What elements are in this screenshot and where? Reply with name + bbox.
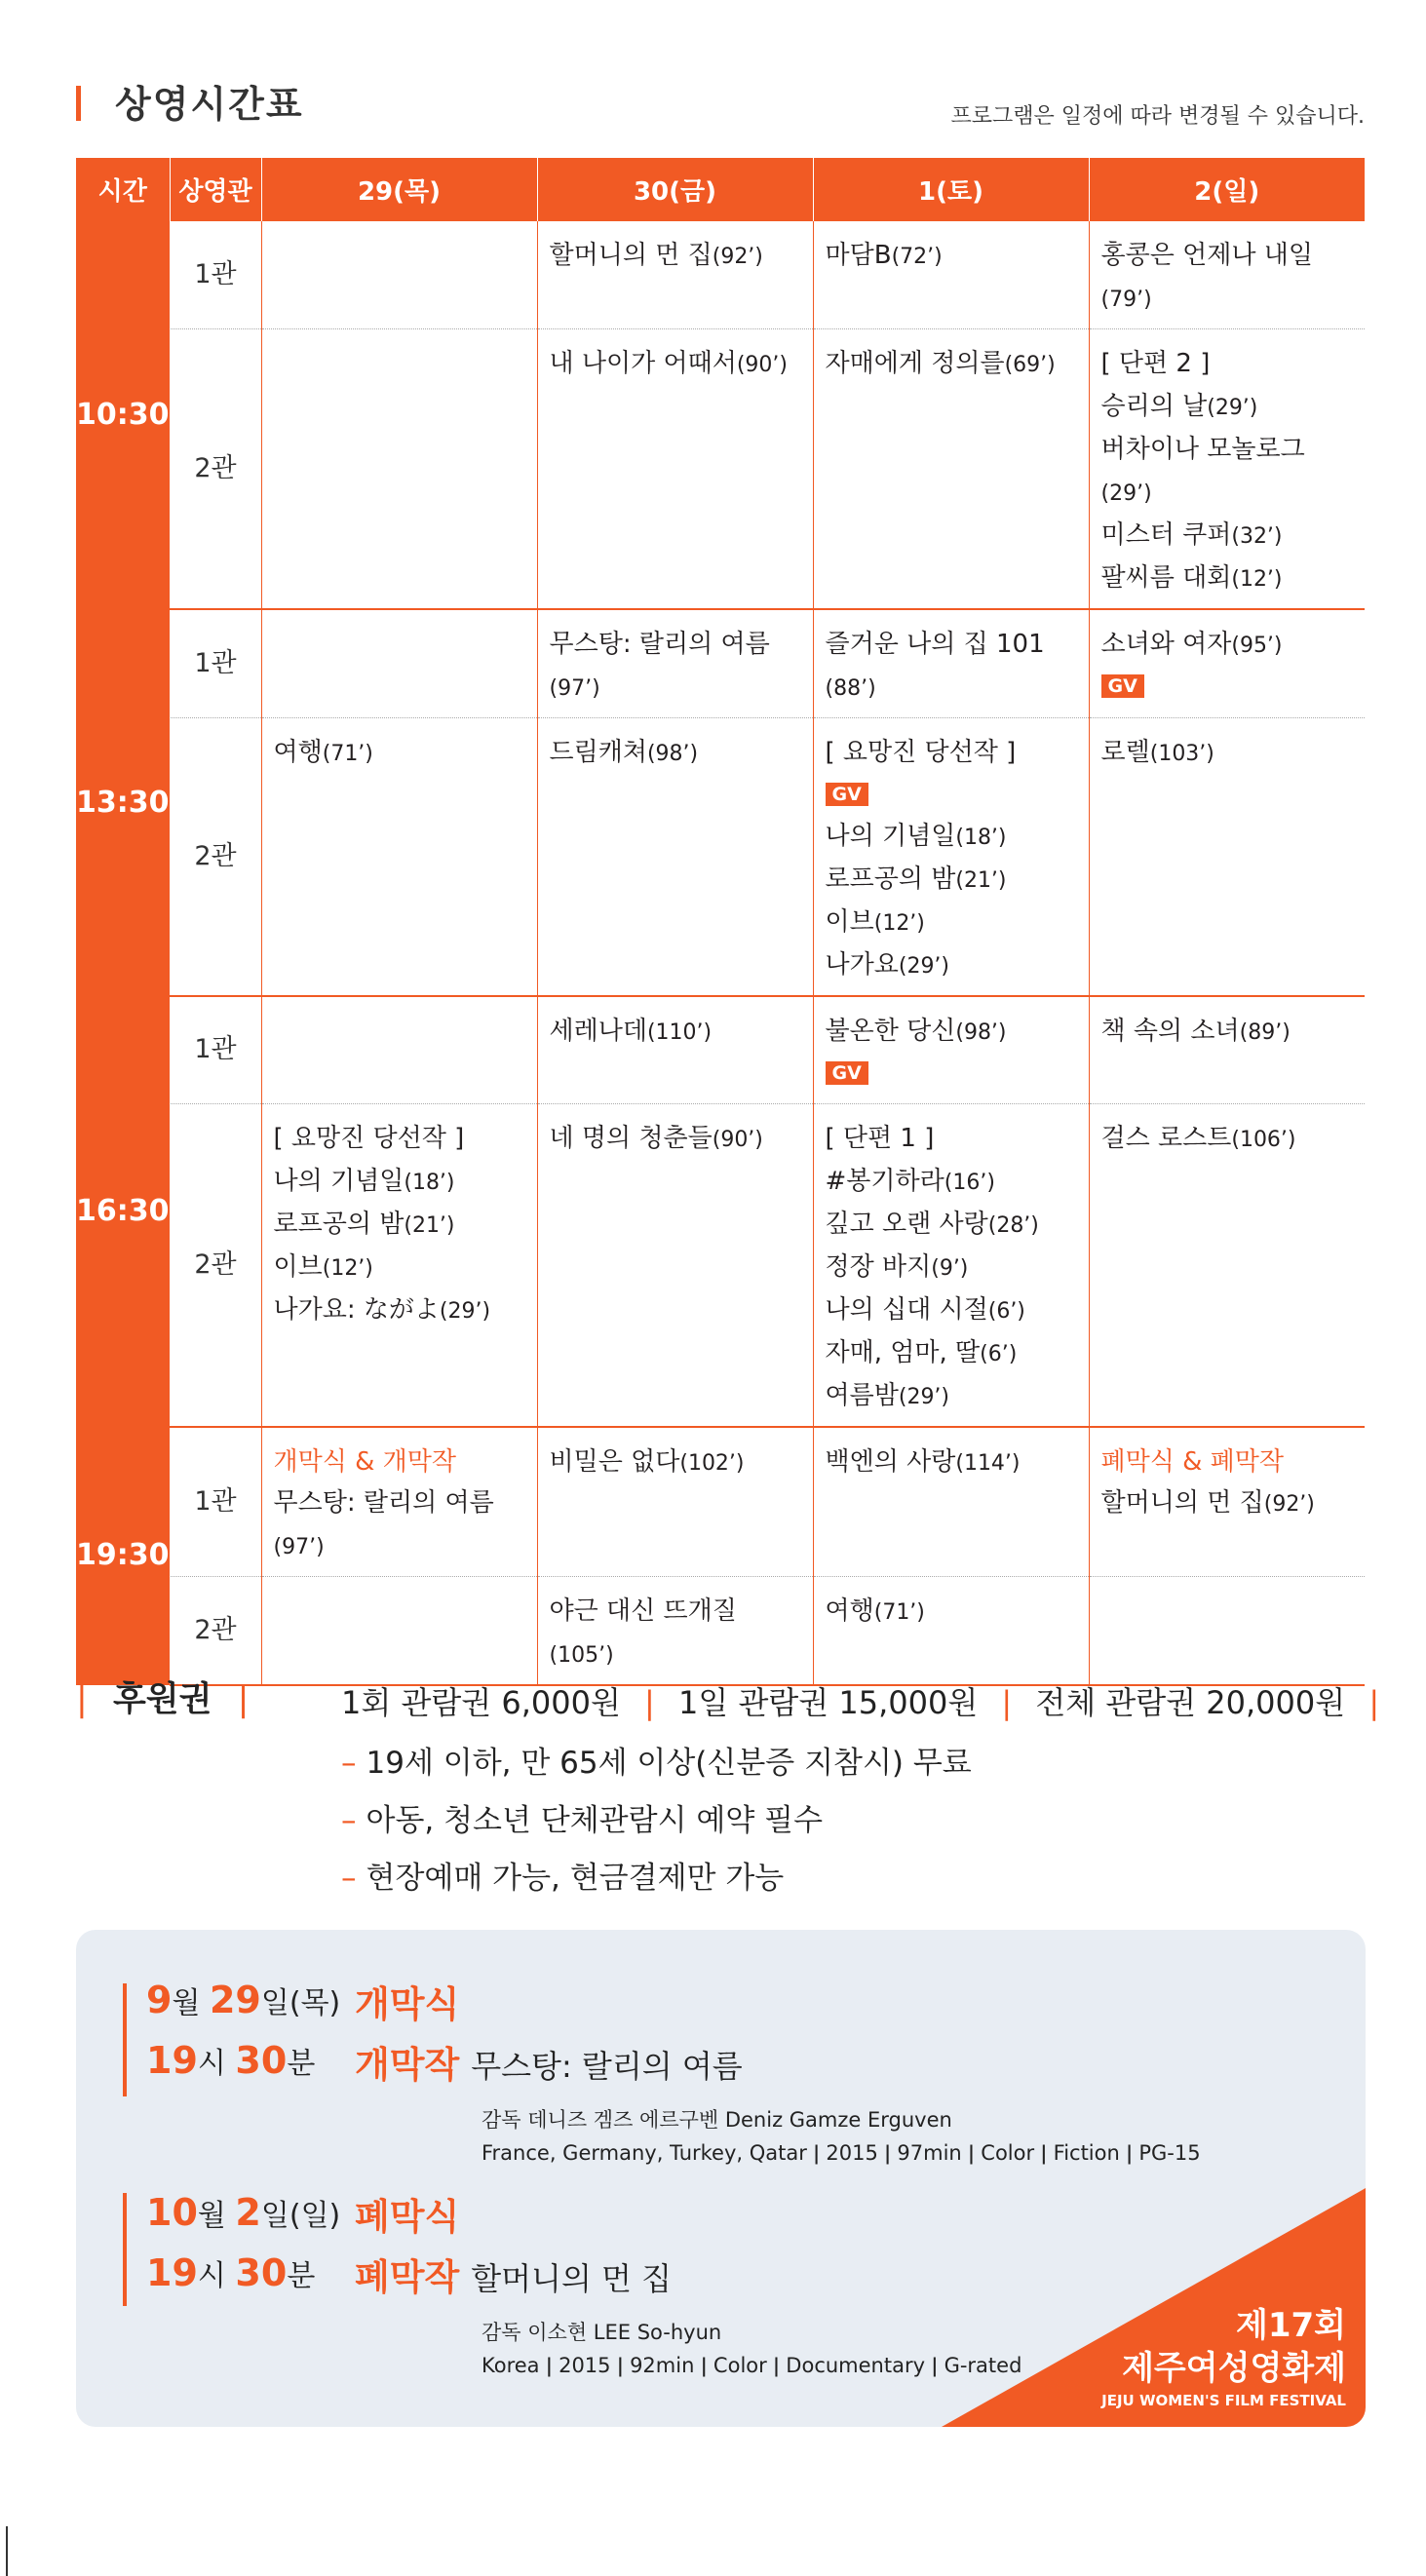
film-title: 걸스 로스트 [1100,1123,1232,1153]
film-title: 할머니의 먼 집 [1100,1487,1264,1518]
film-runtime: (72’) [891,245,943,269]
time-slot-cell: 10:30 [76,221,170,609]
closing-ceremony-label: 폐막식 [355,2196,460,2238]
month: 9 [146,1979,173,2021]
film-title: 로프공의 밤 [825,865,956,894]
screening-cell [537,1103,813,1427]
schedule-notice: 프로그램은 일정에 따라 변경될 수 있습니다. [950,104,1365,129]
film-entry [826,902,1077,944]
film-runtime: (29’) [898,954,950,979]
film-title: 마담B [825,241,892,270]
film-title: 이브 [273,1251,323,1282]
film-runtime: (6’) [987,1298,1025,1324]
day-of-week: (목) [289,1986,341,2020]
film-runtime: (110’) [646,1020,713,1045]
film-title: #봉기하라 [825,1166,944,1196]
film-runtime: (12’) [873,911,925,936]
film-title: [ 요망진 당선작 ] [825,738,1017,767]
film-title: 비밀은 없다 [549,1446,680,1477]
film-entry [274,1289,525,1332]
screening-cell [537,718,813,997]
time-slot-cell: 16:30 [76,996,170,1427]
film-runtime: (29’) [1100,481,1152,506]
screening-cell [537,329,813,610]
film-entry [1101,557,1354,600]
screening-cell [261,609,537,718]
hour: 19 [146,2039,198,2082]
minute: 30 [235,2251,288,2294]
month-unit: 월 [172,1986,201,2020]
screening-cell [1089,996,1365,1103]
ticket-note [341,1735,972,1792]
col-header-day-29: 29(목) [261,158,537,221]
screening-cell [813,609,1089,718]
closing-film [355,2248,672,2300]
film-title: 로렐 [1100,738,1150,767]
film-runtime: (6’) [980,1341,1018,1366]
film-title: 나가요: ながよ [273,1294,440,1325]
note-dash: – [341,1803,357,1838]
screening-cell [813,1427,1089,1577]
closing-film-info: Korea ǀ 2015 ǀ 92min ǀ Color ǀ Documentary ǀ G-rated [482,2354,1022,2377]
hall-cell: 2관 [170,329,261,610]
film-runtime: (97’) [273,1534,325,1559]
film-entry [1101,1482,1354,1525]
screening-cell [813,996,1089,1103]
screening-cell [813,1103,1089,1427]
film-title: 소녀와 여자 [1100,630,1232,659]
opening-accent-bar [123,1983,127,2096]
film-runtime: (105’) [549,1642,614,1668]
screening-cell [1089,221,1365,329]
screening-cell [261,1576,537,1685]
ticket-price-single: 1회 관람권 6,000원 [341,1684,621,1721]
col-header-hall: 상영관 [170,158,261,221]
film-entry [826,1442,1077,1484]
film-entry [1101,624,1354,667]
closing-director: 감독 이소현 LEE So-hyun [482,2321,722,2344]
gv-badge: GV [826,783,868,806]
film-title: 드림캐쳐 [549,738,647,767]
film-entry [826,235,1077,278]
note-text: 19세 이하, 만 65세 이상(신분증 지참시) 무료 [366,1746,972,1781]
price-separator: | [644,1684,655,1721]
screening-cell [1089,1103,1365,1427]
film-entry [274,1525,525,1568]
film-entry [826,859,1077,902]
screening-cell [1089,329,1365,610]
film-runtime: (98’) [955,1020,1007,1045]
film-entry [550,235,801,278]
timetable-row [76,329,1365,610]
screening-cell [261,329,537,610]
closing-accent-bar [123,2193,127,2306]
ceremony-info-panel [76,1930,1366,2427]
opening-director: 감독 데니즈 겜즈 에르구벤 Deniz Gamze Erguven [482,2108,952,2132]
film-title: 무스탕: 랄리의 여름 [273,1487,494,1518]
film-entry [826,1375,1077,1418]
hall-cell: 1관 [170,1427,261,1577]
film-runtime: (29’) [1207,396,1258,420]
festival-logo [1101,2304,1346,2409]
opening-ceremony-label: 개막식 [355,1983,460,2025]
ticket-notes [341,1735,972,1907]
film-entry [826,343,1077,386]
film-entry [274,1204,525,1247]
timetable-row [76,221,1365,329]
film-runtime: (69’) [1004,353,1056,377]
timetable-row [76,996,1365,1103]
film-title: 여행 [273,738,323,767]
price-separator: | [1001,1684,1013,1721]
film-runtime: (28’) [987,1212,1039,1238]
hall-cell: 1관 [170,996,261,1103]
time-slot-cell: 13:30 [76,609,170,996]
screening-cell [1089,1576,1365,1685]
film-entry [826,1591,1077,1634]
film-runtime: (92’) [712,245,763,269]
col-header-day-1: 1(토) [813,158,1089,221]
film-title: 불온한 당신 [825,1017,956,1046]
page-title: 상영시간표 [115,83,304,126]
opening-credits [482,2103,1201,2170]
film-runtime: (29’) [439,1298,491,1324]
screening-cell [261,1427,537,1577]
hall-cell: 2관 [170,718,261,997]
film-entry [826,1204,1077,1247]
day-unit: 일 [260,1986,289,2020]
film-entry [1101,235,1354,278]
film-title: 정장 바지 [825,1251,932,1282]
label-bar-left: | [76,1680,88,1719]
screening-cell [813,718,1089,997]
opening-date [146,1979,340,2021]
ticket-note [341,1850,972,1907]
film-title: 자매, 엄마, 딸 [825,1337,981,1367]
film-runtime: (21’) [955,868,1007,893]
film-entry [826,732,1077,775]
screening-cell [261,996,537,1103]
month-unit: 월 [197,2199,226,2233]
film-runtime: (114’) [955,1450,1021,1476]
film-title: 나의 십대 시절 [825,1294,988,1325]
film-entry [1101,732,1354,775]
day-unit: 일 [260,2199,289,2233]
screening-cell [537,1576,813,1685]
col-header-time: 시간 [76,158,170,221]
film-entry [550,1118,801,1161]
hall-cell: 2관 [170,1576,261,1685]
film-entry [274,1247,525,1289]
hall-cell: 2관 [170,1103,261,1427]
price-separator: | [1368,1684,1380,1721]
hour: 19 [146,2251,198,2294]
screening-cell [537,996,813,1103]
film-runtime: (71’) [322,742,373,766]
screening-cell [1089,609,1365,718]
ceremony-highlight: 개막식 & 개막작 [273,1446,456,1477]
closing-date [146,2191,340,2234]
film-runtime: (71’) [873,1599,925,1625]
opening-time [146,2039,315,2082]
film-entry [826,1118,1077,1161]
film-title: 팔씨름 대회 [1100,563,1232,593]
film-entry [1101,1011,1354,1054]
month: 10 [146,2191,198,2234]
film-title: 승리의 날 [1100,392,1208,421]
minute-unit: 분 [287,2047,316,2081]
screening-cell [1089,1427,1365,1577]
note-text: 현장예매 가능, 현금결제만 가능 [366,1861,785,1896]
timetable-row [76,1427,1365,1577]
screening-cell [261,221,537,329]
film-runtime: (16’) [944,1170,995,1195]
film-title: 야근 대신 뜨개질 [549,1596,737,1626]
film-entry [826,1247,1077,1289]
film-title: 백엔의 사랑 [825,1446,956,1477]
screening-cell [813,1576,1089,1685]
film-title: 여름밤 [825,1380,899,1410]
note-text: 아동, 청소년 단체관람시 예약 필수 [366,1803,824,1838]
film-entry [550,1011,801,1054]
film-runtime: (32’) [1231,524,1283,549]
film-entry [826,816,1077,859]
film-entry [1101,1118,1354,1161]
film-entry [550,343,801,386]
ticket-note [341,1792,972,1850]
film-entry [826,1332,1077,1375]
ticket-section-label [76,1672,249,1721]
film-title: 깊고 오랜 사랑 [825,1209,988,1239]
timetable-row [76,718,1365,997]
film-entry [1101,429,1354,472]
film-title: 자매에게 정의를 [825,349,1005,378]
film-title: 여행 [825,1596,874,1626]
film-title: 로프공의 밤 [273,1209,405,1239]
day-of-week: (일) [289,2199,341,2233]
day: 29 [209,1979,261,2021]
film-entry [550,732,801,775]
film-entry [550,667,801,710]
closing-time [146,2251,315,2294]
film-runtime: (103’) [1149,742,1214,766]
film-runtime: (12’) [1231,567,1283,592]
label-bar-right: | [237,1680,250,1719]
hour-unit: 시 [197,2259,226,2293]
film-runtime: (18’) [955,826,1007,850]
film-title: 홍콩은 언제나 내일 [1100,241,1313,270]
time-slot-cell: 19:30 [76,1427,170,1685]
film-entry [1101,386,1354,429]
film-title: 내 나이가 어때서 [549,349,737,378]
film-runtime: (92’) [1263,1491,1315,1517]
film-title: [ 단편 2 ] [1100,349,1211,378]
film-runtime: (79’) [1100,288,1152,312]
film-entry [274,1161,525,1204]
title-accent-bar [76,86,81,121]
film-entry [826,944,1077,987]
film-runtime: (9’) [931,1255,969,1281]
timetable-row [76,1103,1365,1427]
film-entry [826,1161,1077,1204]
screening-cell [537,609,813,718]
film-entry [826,624,1077,667]
film-runtime: (90’) [712,1127,763,1152]
film-entry [274,1482,525,1525]
timetable-header-row [76,158,1365,221]
minute: 30 [235,2039,288,2082]
ticket-price-day: 1일 관람권 15,000원 [678,1684,979,1721]
festival-name: 제주여성영화제 [1122,2349,1346,2388]
film-runtime: (90’) [736,353,788,377]
ticket-prices [341,1678,1393,1723]
film-entry [550,624,801,667]
film-runtime: (102’) [679,1450,745,1476]
screening-cell [1089,718,1365,997]
film-title: 세레나데 [549,1017,647,1046]
film-entry [1101,472,1354,515]
hall-cell: 1관 [170,609,261,718]
film-title: 이브 [825,907,874,937]
film-runtime: (18’) [404,1170,455,1195]
film-entry [826,667,1077,710]
note-dash: – [341,1861,357,1896]
closing-film-label: 폐막작 [355,2256,460,2298]
film-entry [826,1289,1077,1332]
film-title: 네 명의 청춘들 [549,1123,713,1153]
opening-film [355,2035,743,2088]
screening-timetable [76,158,1365,1686]
timetable-row [76,609,1365,718]
screening-cell [261,718,537,997]
film-title: 책 속의 소녀 [1100,1017,1240,1046]
film-title: [ 단편 1 ] [825,1123,935,1153]
opening-film-label: 개막작 [355,2044,460,2086]
film-entry [1101,515,1354,557]
festival-edition: 제17회 [1235,2306,1346,2345]
film-title: 나의 기념일 [825,822,956,851]
film-entry [1101,343,1354,386]
opening-film-info: France, Germany, Turkey, Qatar ǀ 2015 ǀ 97min ǀ Color ǀ Fiction ǀ PG-15 [482,2141,1201,2165]
film-entry [274,732,525,775]
film-title: 즐거운 나의 집 101 [825,630,1045,659]
gv-badge: GV [826,1061,868,1085]
ticket-label-text: 후원권 [112,1680,212,1719]
day: 2 [235,2191,261,2234]
festival-name-english: JEJU WOMEN'S FILM FESTIVAL [1101,2392,1346,2409]
closing-film-title: 할머니의 먼 집 [471,2260,673,2297]
film-runtime: (106’) [1231,1127,1296,1152]
screening-cell [537,221,813,329]
film-entry [550,1591,801,1634]
timetable-row [76,1576,1365,1685]
screening-cell [813,329,1089,610]
film-runtime: (88’) [825,676,876,701]
col-header-day-30: 30(금) [537,158,813,221]
film-entry [826,1011,1077,1054]
film-entry [1101,278,1354,321]
film-entry [274,1118,525,1161]
screening-cell [813,221,1089,329]
screening-cell [261,1103,537,1427]
ceremony-highlight: 폐막식 & 폐막작 [1100,1446,1284,1477]
opening-film-title: 무스탕: 랄리의 여름 [471,2048,743,2085]
hour-unit: 시 [197,2047,226,2081]
screening-cell [537,1427,813,1577]
film-entry [550,1442,801,1484]
film-title: 미스터 쿠퍼 [1100,520,1232,550]
film-runtime: (21’) [404,1212,455,1238]
gv-badge: GV [1101,674,1144,698]
film-title: 버차이나 모놀로그 [1100,435,1305,464]
film-runtime: (97’) [549,676,600,701]
page-margin-mark [6,2526,8,2576]
film-runtime: (95’) [1231,634,1283,658]
film-title: [ 요망진 당선작 ] [273,1123,465,1153]
ticket-price-all: 전체 관람권 20,000원 [1035,1684,1346,1721]
film-runtime: (89’) [1239,1020,1291,1045]
minute-unit: 분 [287,2259,316,2293]
film-runtime: (98’) [646,742,699,766]
note-dash: – [341,1746,357,1781]
film-title: 나의 기념일 [273,1166,405,1196]
film-title: 무스탕: 랄리의 여름 [549,630,770,659]
hall-cell: 1관 [170,221,261,329]
film-title: 할머니의 먼 집 [549,241,713,270]
film-runtime: (12’) [322,1255,373,1281]
col-header-day-2: 2(일) [1089,158,1365,221]
film-entry [550,1634,801,1676]
film-title: 나가요 [825,950,899,980]
film-runtime: (29’) [898,1384,950,1409]
